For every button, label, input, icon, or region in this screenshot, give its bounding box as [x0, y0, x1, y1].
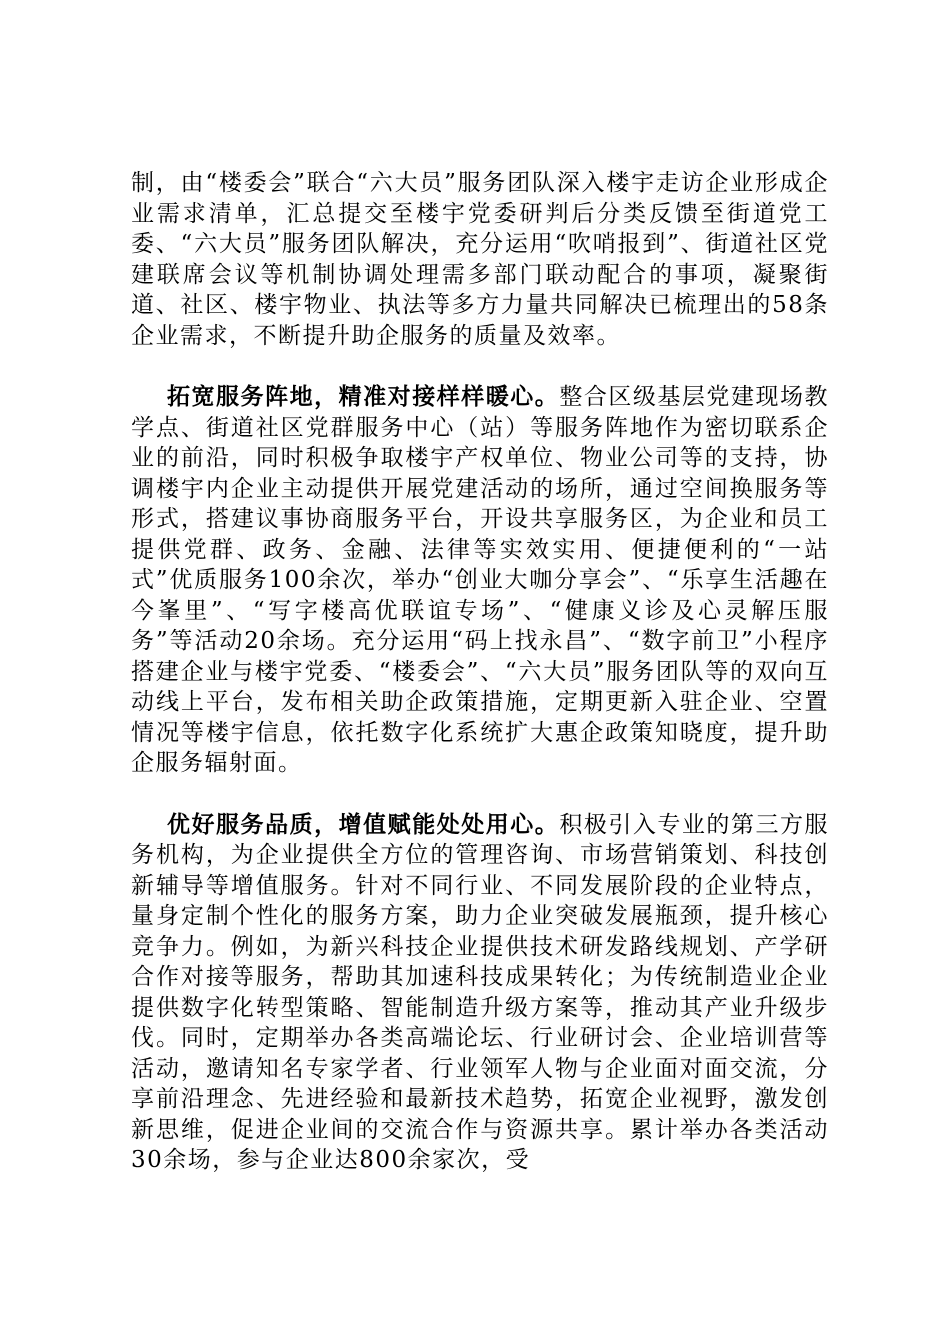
paragraph-text: 整合区级基层党建现场教学点、街道社区党群服务中心（站）等服务阵地作为密切联系企业的前沿，同时积极争取楼宇产权单位、物业公司等的支持，协调楼宇内企业主动提供开展党建活动的场所，通过空间换服务等形式，搭建议事协商服务平台，开设共享服务区，为企业和员工提供党群、政务、金融、法律等实效实用、便捷便利的“一站式”优质服务100余次，举办“创业大咖分享会”、“乐享生活趣在今峯里”、“写字楼高优联谊专场”、“健康义诊及心灵解压服务”等活动20余场。充分运用“码上找永昌”、“数字前卫”小程序搭建企业与楼宇党委、“楼委会”、“六大员”服务团队等的双向互动线上平台，发布相关助企政策措施，定期更新入驻企业、空置情况等楼宇信息，依托数字化系统扩大惠企政策知晓度，提升助企服务辐射面。 [131, 384, 830, 776]
paragraph-continued [131, 168, 829, 351]
paragraph-service-quality [131, 810, 829, 1176]
document-body [131, 168, 829, 1207]
paragraph-lead-heading: 优好服务品质，增值赋能处处用心。 [167, 810, 560, 838]
paragraph-text: 制，由“楼委会”联合“六大员”服务团队深入楼宇走访企业形成企业需求清单，汇总提交至楼宇党委研判后分类反馈至街道党工委、“六大员”服务团队解决，充分运用“吹哨报到”、街道社区党建联席会议等机制协调处理需多部门联动配合的事项，凝聚街道、社区、楼宇物业、执法等多方力量共同解决已梳理出的58条企业需求，不断提升助企服务的质量及效率。 [131, 170, 829, 349]
paragraph-service-venue [131, 382, 829, 779]
paragraph-lead-heading: 拓宽服务阵地，精准对接样样暖心。 [167, 383, 560, 410]
paragraph-text: 积极引入专业的第三方服务机构，为企业提供全方位的管理咨询、市场营销策划、科技创新辅导等增值服务。针对不同行业、不同发展阶段的企业特点，量身定制个性化的服务方案，助力企业突破发展瓶颈，提升核心竞争力。例如，为新兴科技企业提供技术研发路线规划、产学研合作对接等服务，帮助其加速科技成果转化；为传统制造业企业提供数字化转型策略、智能制造升级方案等，推动其产业升级步伐。同时，定期举办各类高端论坛、行业研讨会、企业培训营等活动，邀请知名专家学者、行业领军人物与企业面对面交流，分享前沿理念、先进经验和最新技术趋势，拓宽企业视野，激发创新思维，促进企业间的交流合作与资源共享。累计举办各类活动30余场，参与企业达800余家次，受 [131, 811, 830, 1173]
